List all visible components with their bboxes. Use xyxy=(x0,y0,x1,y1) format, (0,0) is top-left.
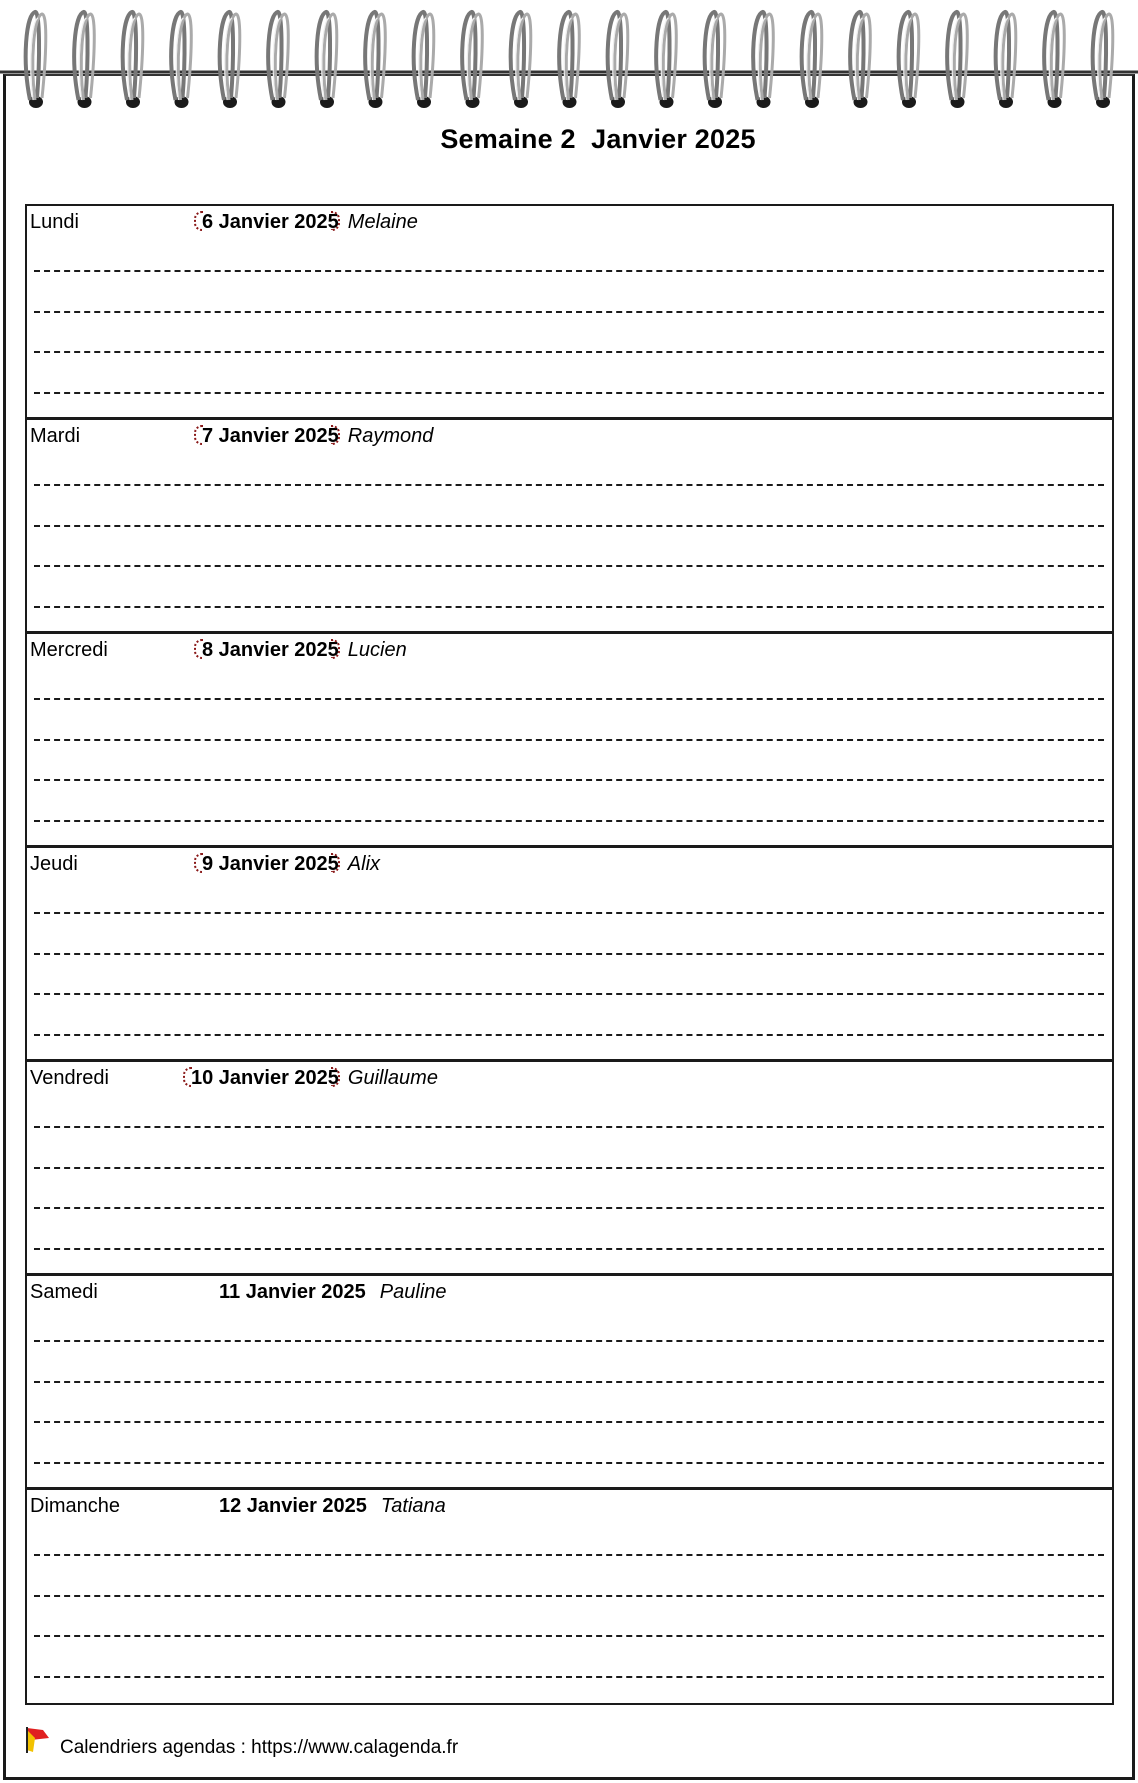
date-label: 7 Janvier 2025 xyxy=(202,425,339,447)
saint-name: Guillaume xyxy=(347,1067,438,1089)
day-date xyxy=(194,1281,447,1304)
writing-line[interactable] xyxy=(34,1676,1104,1678)
day-row xyxy=(27,1490,1112,1701)
day-name: Mercredi xyxy=(30,639,108,661)
saint-name: Raymond xyxy=(347,425,434,447)
day-row xyxy=(27,848,1112,1062)
date-label: 6 Janvier 2025 xyxy=(202,211,339,233)
date-label: 11 Janvier 2025 xyxy=(219,1281,366,1303)
day-row xyxy=(27,420,1112,634)
date-label: 9 Janvier 2025 xyxy=(202,853,339,875)
day-date xyxy=(183,1067,438,1090)
day-name: Mardi xyxy=(30,425,81,447)
writing-line[interactable] xyxy=(34,993,1104,995)
day-date xyxy=(194,1495,446,1518)
writing-line[interactable] xyxy=(34,1167,1104,1169)
day-date xyxy=(194,425,433,448)
day-row xyxy=(27,1062,1112,1276)
saint-name: Lucien xyxy=(347,639,407,661)
writing-line[interactable] xyxy=(34,1421,1104,1423)
day-date xyxy=(194,211,418,234)
writing-line[interactable] xyxy=(34,1340,1104,1342)
writing-line[interactable] xyxy=(34,484,1104,486)
writing-line[interactable] xyxy=(34,779,1104,781)
writing-line[interactable] xyxy=(34,392,1104,394)
writing-line[interactable] xyxy=(34,311,1104,313)
saint-name: Melaine xyxy=(347,211,418,233)
saint-name: Tatiana xyxy=(380,1495,446,1517)
writing-line[interactable] xyxy=(34,351,1104,353)
writing-line[interactable] xyxy=(34,1554,1104,1556)
writing-line[interactable] xyxy=(34,270,1104,272)
writing-line[interactable] xyxy=(34,1462,1104,1464)
day-date xyxy=(194,853,380,876)
writing-line[interactable] xyxy=(34,820,1104,822)
writing-line[interactable] xyxy=(34,912,1104,914)
date-label: 10 Janvier 2025 xyxy=(191,1067,339,1089)
day-row xyxy=(27,206,1112,420)
writing-line[interactable] xyxy=(34,953,1104,955)
day-name: Dimanche xyxy=(30,1495,121,1517)
writing-line[interactable] xyxy=(34,1595,1104,1597)
calagenda-logo-icon xyxy=(25,1726,51,1754)
writing-line[interactable] xyxy=(34,739,1104,741)
spiral-binding-icon xyxy=(0,0,1138,118)
writing-line[interactable] xyxy=(34,1034,1104,1036)
day-name: Samedi xyxy=(30,1281,98,1303)
page-title: Semaine 2 Janvier 2025 xyxy=(440,124,756,154)
day-name: Lundi xyxy=(30,211,79,233)
saint-name: Alix xyxy=(347,853,381,875)
writing-line[interactable] xyxy=(34,1248,1104,1250)
footer-link[interactable]: Calendriers agendas : https://www.calagenda.fr xyxy=(60,1737,459,1758)
writing-line[interactable] xyxy=(34,1635,1104,1637)
week-days xyxy=(25,204,1114,1705)
writing-line[interactable] xyxy=(34,1381,1104,1383)
saint-name: Pauline xyxy=(379,1281,447,1303)
writing-line[interactable] xyxy=(34,698,1104,700)
writing-line[interactable] xyxy=(34,606,1104,608)
date-label: 8 Janvier 2025 xyxy=(202,639,339,661)
day-date xyxy=(194,639,407,662)
writing-line[interactable] xyxy=(34,525,1104,527)
day-row xyxy=(27,1276,1112,1490)
writing-line[interactable] xyxy=(34,1207,1104,1209)
day-name: Jeudi xyxy=(30,853,78,875)
writing-line[interactable] xyxy=(34,1126,1104,1128)
day-name: Vendredi xyxy=(30,1067,109,1089)
date-label: 12 Janvier 2025 xyxy=(219,1495,367,1517)
day-row xyxy=(27,634,1112,848)
writing-line[interactable] xyxy=(34,565,1104,567)
